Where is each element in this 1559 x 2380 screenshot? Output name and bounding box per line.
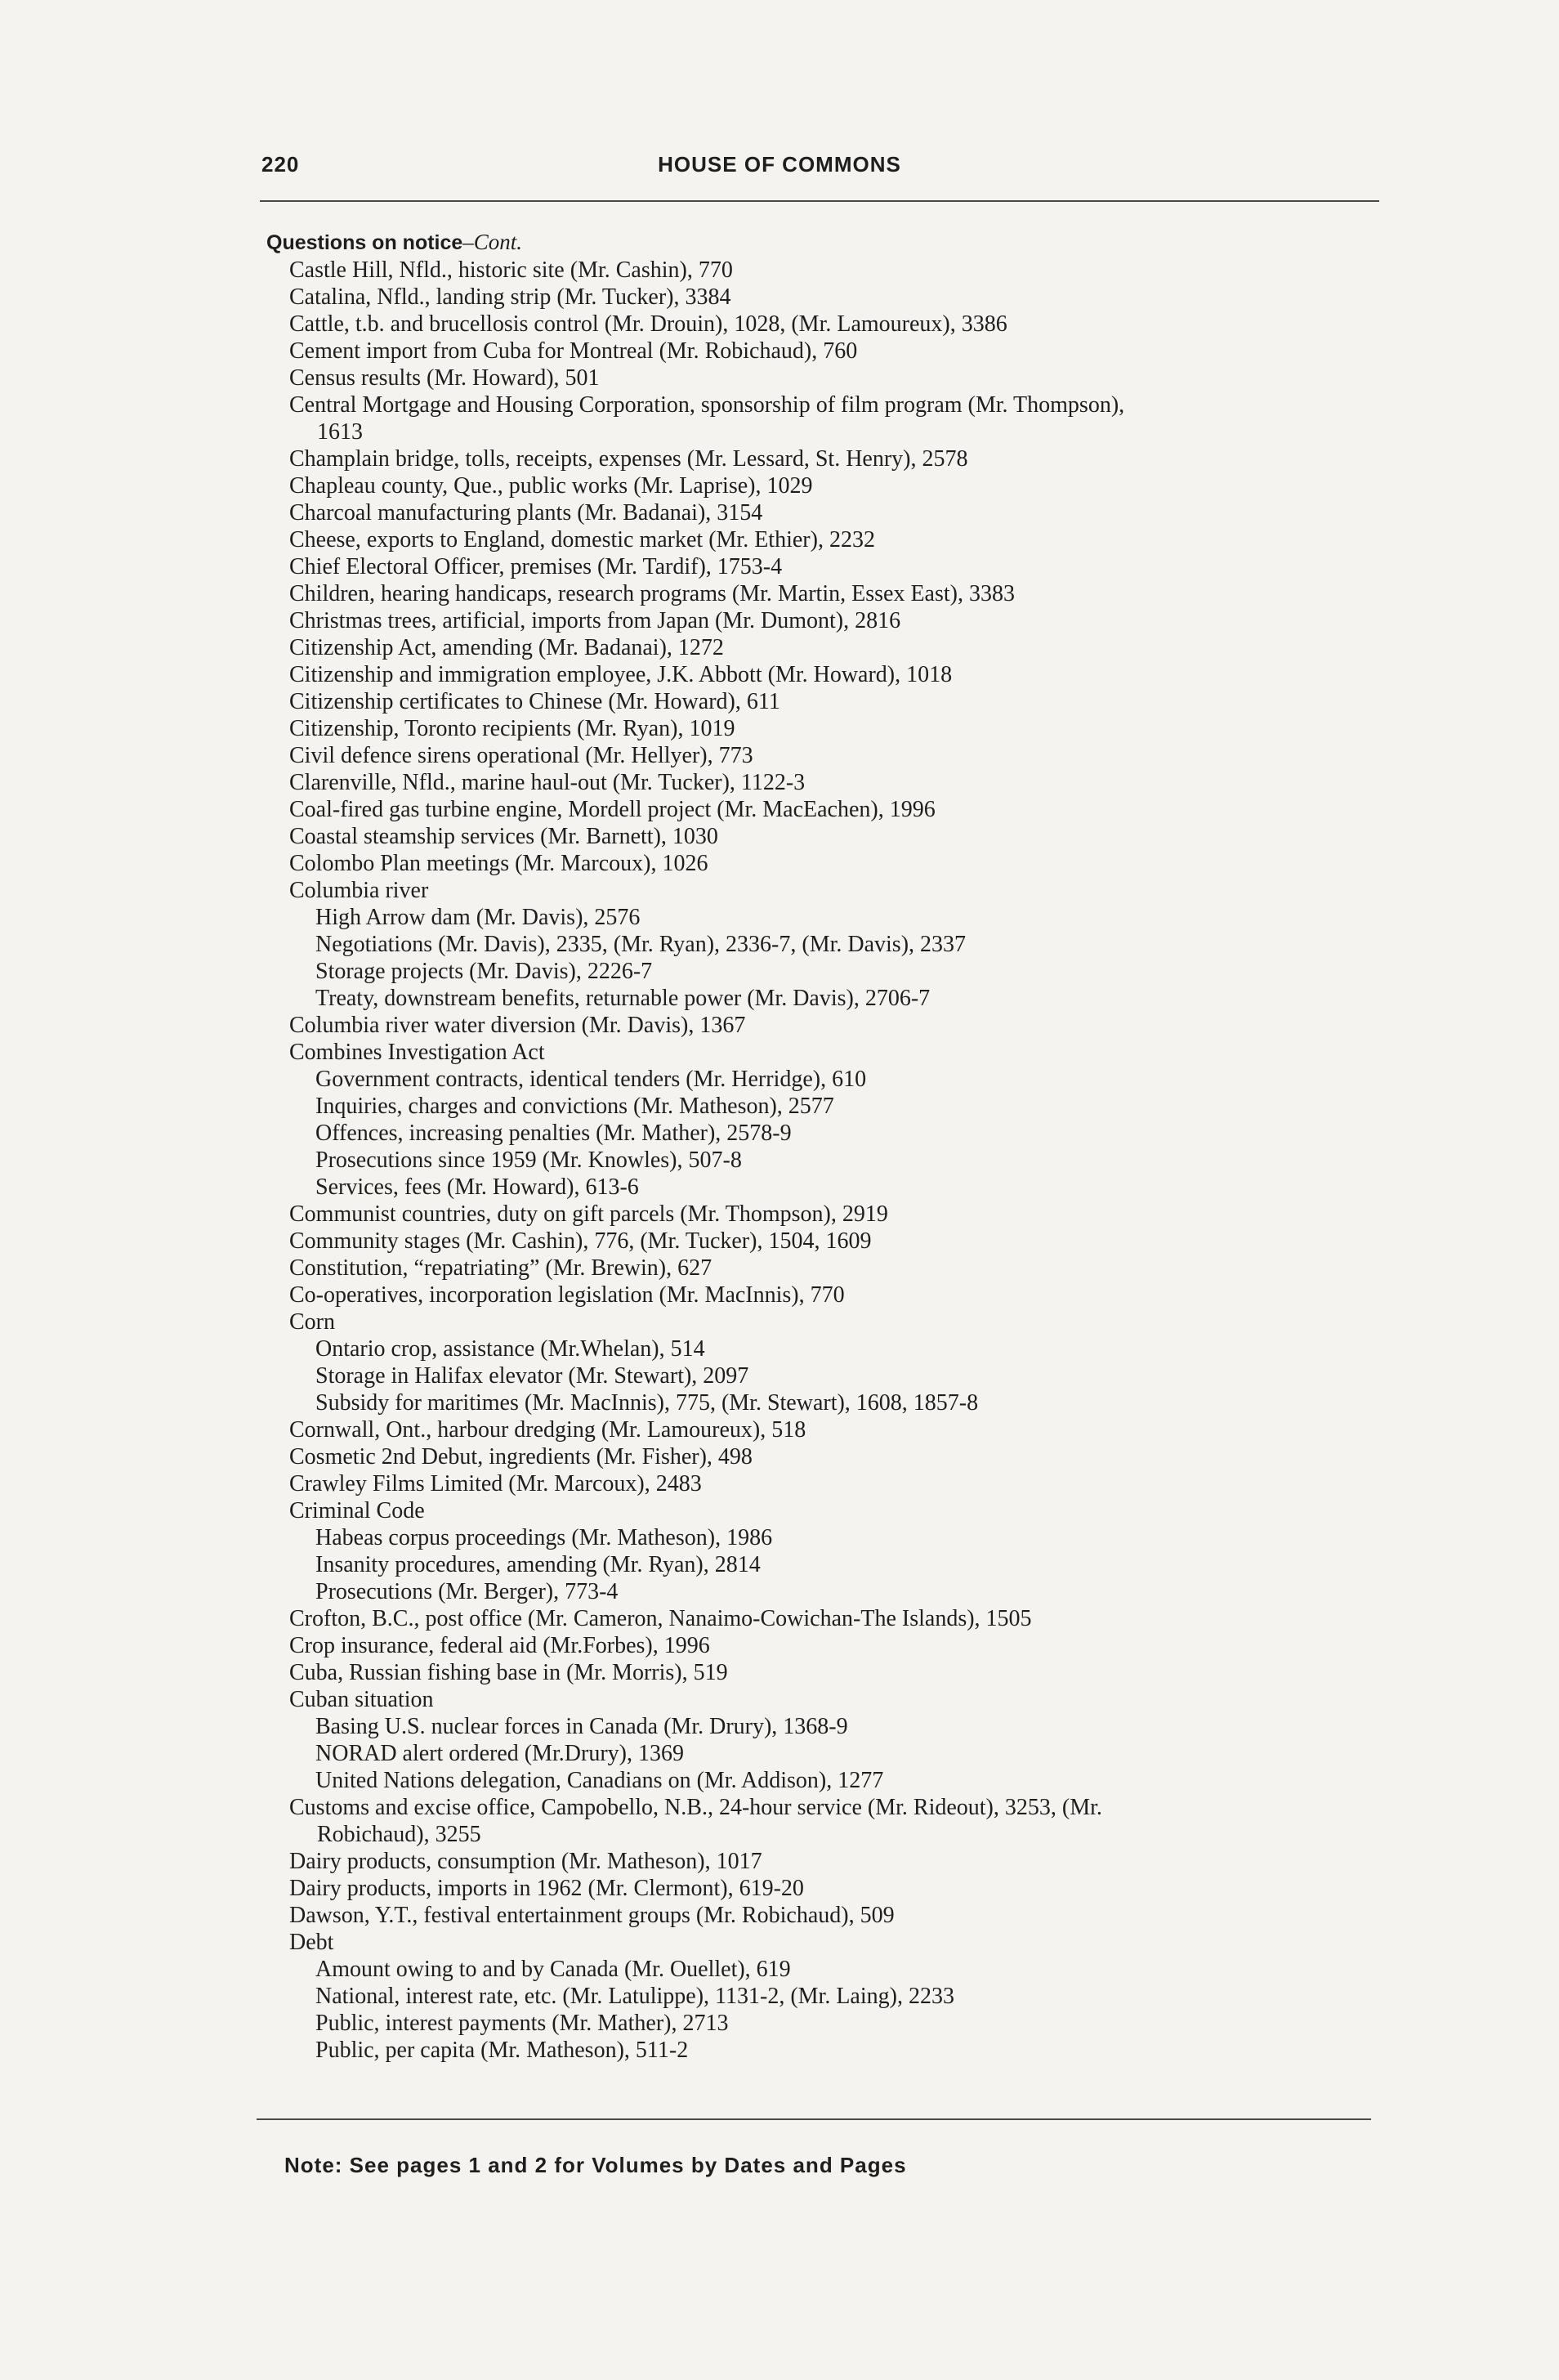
index-entry-continuation: Robichaud), 3255: [317, 1822, 481, 1847]
section-heading-text: Questions on notice: [266, 231, 463, 254]
index-subentry: Basing U.S. nuclear forces in Canada (Mr. Drury), 1368-9: [315, 1714, 848, 1739]
index-entry: Communist countries, duty on gift parcels (Mr. Thompson), 2919: [289, 1201, 888, 1227]
footer-rule: [257, 2118, 1371, 2120]
index-entry: Coastal steamship services (Mr. Barnett), 1030: [289, 824, 718, 849]
index-entry: Debt: [289, 1930, 334, 1955]
index-entry: Champlain bridge, tolls, receipts, expenses (Mr. Lessard, St. Henry), 2578: [289, 446, 968, 472]
index-entry: Census results (Mr. Howard), 501: [289, 365, 600, 391]
index-entry: Cuba, Russian fishing base in (Mr. Morris), 519: [289, 1660, 728, 1685]
index-entry: Central Mortgage and Housing Corporation, sponsorship of film program (Mr. Thompson),: [289, 392, 1125, 418]
index-entry: Crofton, B.C., post office (Mr. Cameron, Nanaimo-Cowichan-The Islands), 1505: [289, 1606, 1032, 1631]
index-entry: Crop insurance, federal aid (Mr.Forbes), 1996: [289, 1633, 710, 1658]
index-entry: Civil defence sirens operational (Mr. Hellyer), 773: [289, 743, 753, 768]
index-subentry: High Arrow dam (Mr. Davis), 2576: [315, 905, 641, 930]
index-entry: Cornwall, Ont., harbour dredging (Mr. Lamoureux), 518: [289, 1417, 806, 1443]
index-subentry: Insanity procedures, amending (Mr. Ryan), 2814: [315, 1552, 761, 1577]
index-entry: Charcoal manufacturing plants (Mr. Badanai), 3154: [289, 500, 763, 526]
index-entry: Clarenville, Nfld., marine haul-out (Mr. Tucker), 1122-3: [289, 770, 806, 795]
index-subentry: Subsidy for maritimes (Mr. MacInnis), 775, (Mr. Stewart), 1608, 1857-8: [315, 1390, 979, 1416]
index-subentry: NORAD alert ordered (Mr.Drury), 1369: [315, 1741, 684, 1766]
index-subentry: Public, per capita (Mr. Matheson), 511-2: [315, 2038, 689, 2063]
index-subentry: Prosecutions (Mr. Berger), 773-4: [315, 1579, 619, 1604]
index-subentry: Habeas corpus proceedings (Mr. Matheson), 1986: [315, 1525, 773, 1550]
page-title: HOUSE OF COMMONS: [658, 152, 901, 177]
index-entry: Castle Hill, Nfld., historic site (Mr. Cashin), 770: [289, 257, 733, 283]
index-subentry: Prosecutions since 1959 (Mr. Knowles), 507-8: [315, 1148, 742, 1173]
index-entry: Combines Investigation Act: [289, 1040, 545, 1065]
index-subentry: Government contracts, identical tenders (Mr. Herridge), 610: [315, 1067, 867, 1092]
section-heading-cont: –Cont.: [462, 230, 523, 254]
index-entry: Citizenship, Toronto recipients (Mr. Ryan), 1019: [289, 716, 735, 741]
index-subentry: United Nations delegation, Canadians on (Mr. Addison), 1277: [315, 1768, 884, 1793]
index-entry: Chapleau county, Que., public works (Mr. Laprise), 1029: [289, 473, 813, 499]
section-heading: [266, 229, 1378, 257]
index-entry: Constitution, “repatriating” (Mr. Brewin), 627: [289, 1255, 712, 1281]
index-entry: Cheese, exports to England, domestic market (Mr. Ethier), 2232: [289, 527, 875, 552]
index-subentry: Offences, increasing penalties (Mr. Mather), 2578-9: [315, 1121, 792, 1146]
index-entry: Criminal Code: [289, 1498, 425, 1523]
index-subentry: Services, fees (Mr. Howard), 613-6: [315, 1174, 639, 1200]
index-subentry: National, interest rate, etc. (Mr. Latulippe), 1131-2, (Mr. Laing), 2233: [315, 1984, 954, 2009]
page-number: 220: [261, 152, 300, 177]
index-entry: Cosmetic 2nd Debut, ingredients (Mr. Fisher), 498: [289, 1444, 753, 1470]
index-subentry: Storage projects (Mr. Davis), 2226-7: [315, 959, 653, 984]
index-entry: Coal-fired gas turbine engine, Mordell project (Mr. MacEachen), 1996: [289, 797, 936, 822]
footer-note: Note: See pages 1 and 2 for Volumes by Dates and Pages: [284, 2153, 907, 2177]
index-entry: Dairy products, imports in 1962 (Mr. Clermont), 619-20: [289, 1876, 804, 1901]
index-subentry: Public, interest payments (Mr. Mather), 2713: [315, 2011, 729, 2036]
index-entry: Citizenship and immigration employee, J.K. Abbott (Mr. Howard), 1018: [289, 662, 953, 687]
index-entry: Cement import from Cuba for Montreal (Mr. Robichaud), 760: [289, 338, 858, 364]
index-list: [266, 229, 1378, 2064]
index-entry: Citizenship Act, amending (Mr. Badanai), 1272: [289, 635, 724, 660]
index-subentry: Amount owing to and by Canada (Mr. Ouellet), 619: [315, 1957, 791, 1982]
index-entry: Columbia river: [289, 878, 429, 903]
index-subentry: Ontario crop, assistance (Mr.Whelan), 514: [315, 1336, 705, 1362]
index-entry: Columbia river water diversion (Mr. Davis), 1367: [289, 1013, 746, 1038]
index-subentry: Negotiations (Mr. Davis), 2335, (Mr. Ryan), 2336-7, (Mr. Davis), 2337: [315, 932, 967, 957]
index-entry-continuation: 1613: [317, 419, 363, 445]
index-subentry: Inquiries, charges and convictions (Mr. Matheson), 2577: [315, 1094, 834, 1119]
index-entry: Catalina, Nfld., landing strip (Mr. Tucker), 3384: [289, 284, 731, 310]
index-entry: Colombo Plan meetings (Mr. Marcoux), 1026: [289, 851, 708, 876]
index-subentry: Storage in Halifax elevator (Mr. Stewart), 2097: [315, 1363, 749, 1389]
index-entry: Christmas trees, artificial, imports from Japan (Mr. Dumont), 2816: [289, 608, 901, 633]
index-entry: Crawley Films Limited (Mr. Marcoux), 2483: [289, 1471, 702, 1496]
header-rule: [260, 200, 1379, 202]
index-entry: Dairy products, consumption (Mr. Matheson), 1017: [289, 1849, 762, 1874]
index-entry: Dawson, Y.T., festival entertainment groups (Mr. Robichaud), 509: [289, 1903, 895, 1928]
index-entry: Children, hearing handicaps, research programs (Mr. Martin, Essex East), 3383: [289, 581, 1015, 606]
index-entry: Customs and excise office, Campobello, N.B., 24-hour service (Mr. Rideout), 3253, (Mr.: [289, 1795, 1102, 1820]
index-subentry: Treaty, downstream benefits, returnable power (Mr. Davis), 2706-7: [315, 986, 931, 1011]
index-entry: Corn: [289, 1309, 335, 1335]
index-entry: Community stages (Mr. Cashin), 776, (Mr. Tucker), 1504, 1609: [289, 1228, 872, 1254]
index-entry: Cattle, t.b. and brucellosis control (Mr. Drouin), 1028, (Mr. Lamoureux), 3386: [289, 311, 1007, 337]
index-entry: Citizenship certificates to Chinese (Mr. Howard), 611: [289, 689, 780, 714]
index-entry: Co-operatives, incorporation legislation (Mr. MacInnis), 770: [289, 1282, 845, 1308]
index-entry: Cuban situation: [289, 1687, 434, 1712]
index-entry: Chief Electoral Officer, premises (Mr. Tardif), 1753-4: [289, 554, 783, 579]
